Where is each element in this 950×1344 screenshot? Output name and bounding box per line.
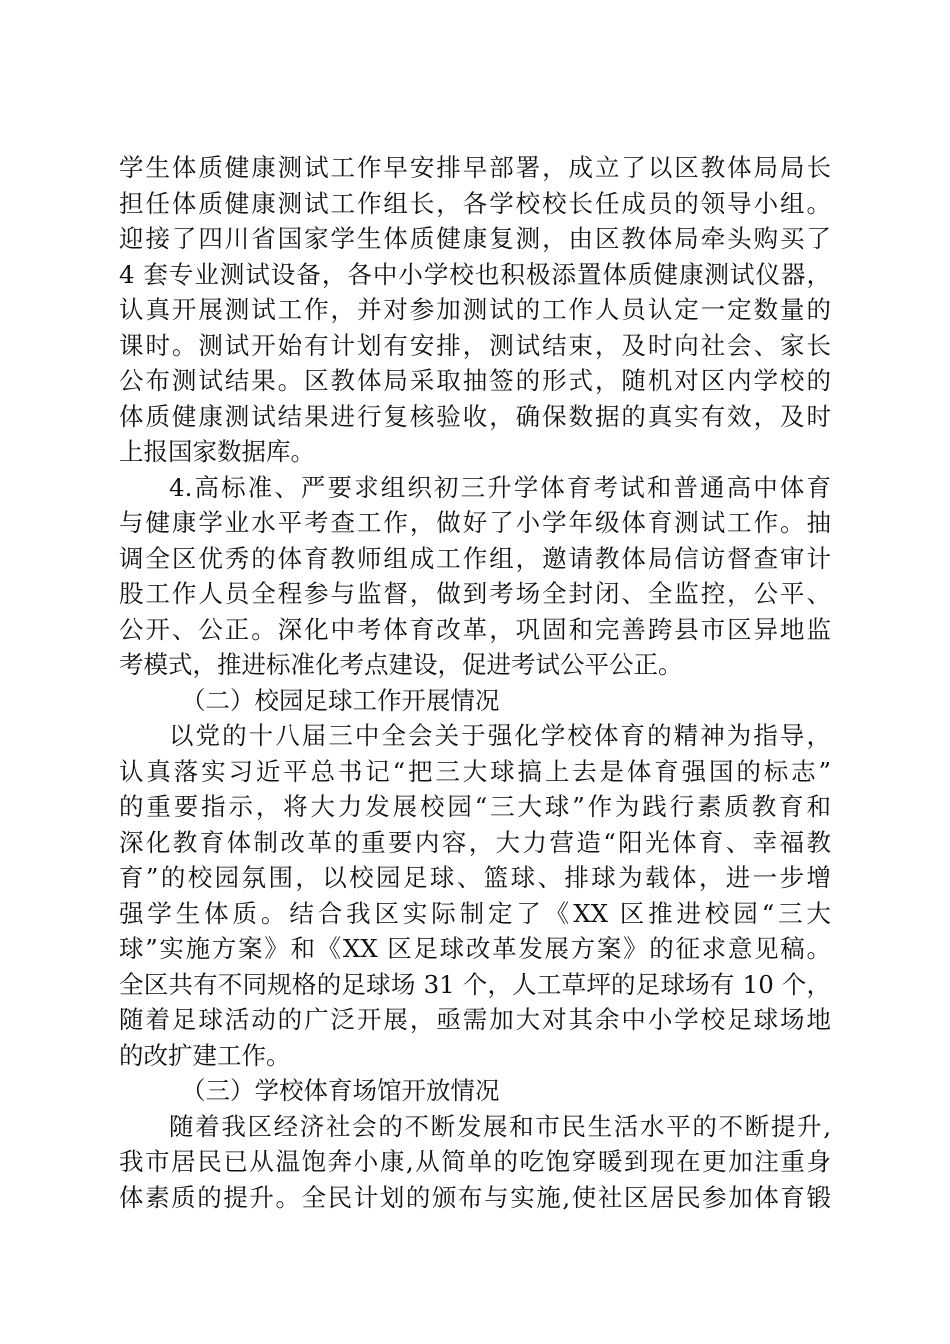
text-line: 的改扩建工作。 — [119, 1040, 291, 1070]
text-line: 全区共有不同规格的足球场 31 个，人工草坪的足球场有 10 个， — [119, 969, 831, 999]
text-line: 上报国家数据库。 — [119, 437, 315, 466]
document-body — [119, 150, 831, 1215]
text-line: 调全区优秀的体育教师组成工作组，邀请教体局信访督查审计 — [119, 543, 831, 573]
text-line: 公开、公正。深化中考体育改革，巩固和完善跨县市区异地监 — [119, 614, 831, 644]
text-line: 认真落实习近平总书记“把三大球搞上去是体育强国的标志” — [119, 756, 831, 786]
text-line: 迎接了四川省国家学生体质健康复测，由区教体局牵头购买了 — [119, 224, 831, 253]
text-line: 考模式，推进标准化考点建设，促进考试公平公正。 — [119, 650, 683, 679]
text-line: 公布测试结果。区教体局采取抽签的形式，随机对区内学校的 — [119, 366, 831, 395]
text-line: 课时。测试开始有计划有安排，测试结束，及时向社会、家长 — [119, 330, 831, 360]
text-line: 与健康学业水平考查工作，做好了小学年级体育测试工作。抽 — [119, 508, 831, 537]
text-line: 强学生体质。结合我区实际制定了《XX 区推进校园“三大 — [119, 898, 831, 928]
text-line: 4 套专业测试设备，各中小学校也积极添置体质健康测试仪器， — [119, 259, 831, 289]
text-line: 球”实施方案》和《XX 区足球改革发展方案》的征求意见稿。 — [119, 934, 831, 963]
text-line: 的重要指示，将大力发展校园“三大球”作为践行素质教育和 — [119, 792, 831, 821]
text-line: 随着我区经济社会的不断发展和市民生活水平的不断提升, — [169, 1111, 831, 1141]
text-line: 育”的校园氛围，以校园足球、篮球、排球为载体，进一步增 — [119, 863, 831, 892]
section-heading: （三）学校体育场馆开放情况 — [181, 1076, 500, 1105]
text-line: 学生体质健康测试工作早安排早部署，成立了以区教体局局长 — [119, 153, 831, 182]
text-line: 担任体质健康测试工作组长，各学校校长任成员的领导小组。 — [119, 188, 831, 218]
text-line: 以党的十八届三中全会关于强化学校体育的精神为指导， — [169, 721, 831, 750]
text-line: 深化教育体制改革的重要内容，大力营造“阳光体育、幸福教 — [119, 827, 831, 857]
section-heading: （二）校园足球工作开展情况 — [181, 685, 500, 715]
text-line: 体质健康测试结果进行复核验收，确保数据的真实有效，及时 — [119, 401, 831, 431]
text-line: 认真开展测试工作，并对参加测试的工作人员认定一定数量的 — [119, 295, 831, 324]
text-line: 体素质的提升。全民计划的颁布与实施,使社区居民参加体育锻 — [119, 1182, 831, 1212]
text-line: 我市居民已从温饱奔小康,从简单的吃饱穿暖到现在更加注重身 — [119, 1147, 831, 1176]
text-line: 随着足球活动的广泛开展，亟需加大对其余中小学校足球场地 — [119, 1005, 831, 1034]
text-line: 4.高标准、严要求组织初三升学体育考试和普通高中体育 — [169, 472, 831, 502]
text-line: 股工作人员全程参与监督，做到考场全封闭、全监控，公平、 — [119, 579, 831, 608]
